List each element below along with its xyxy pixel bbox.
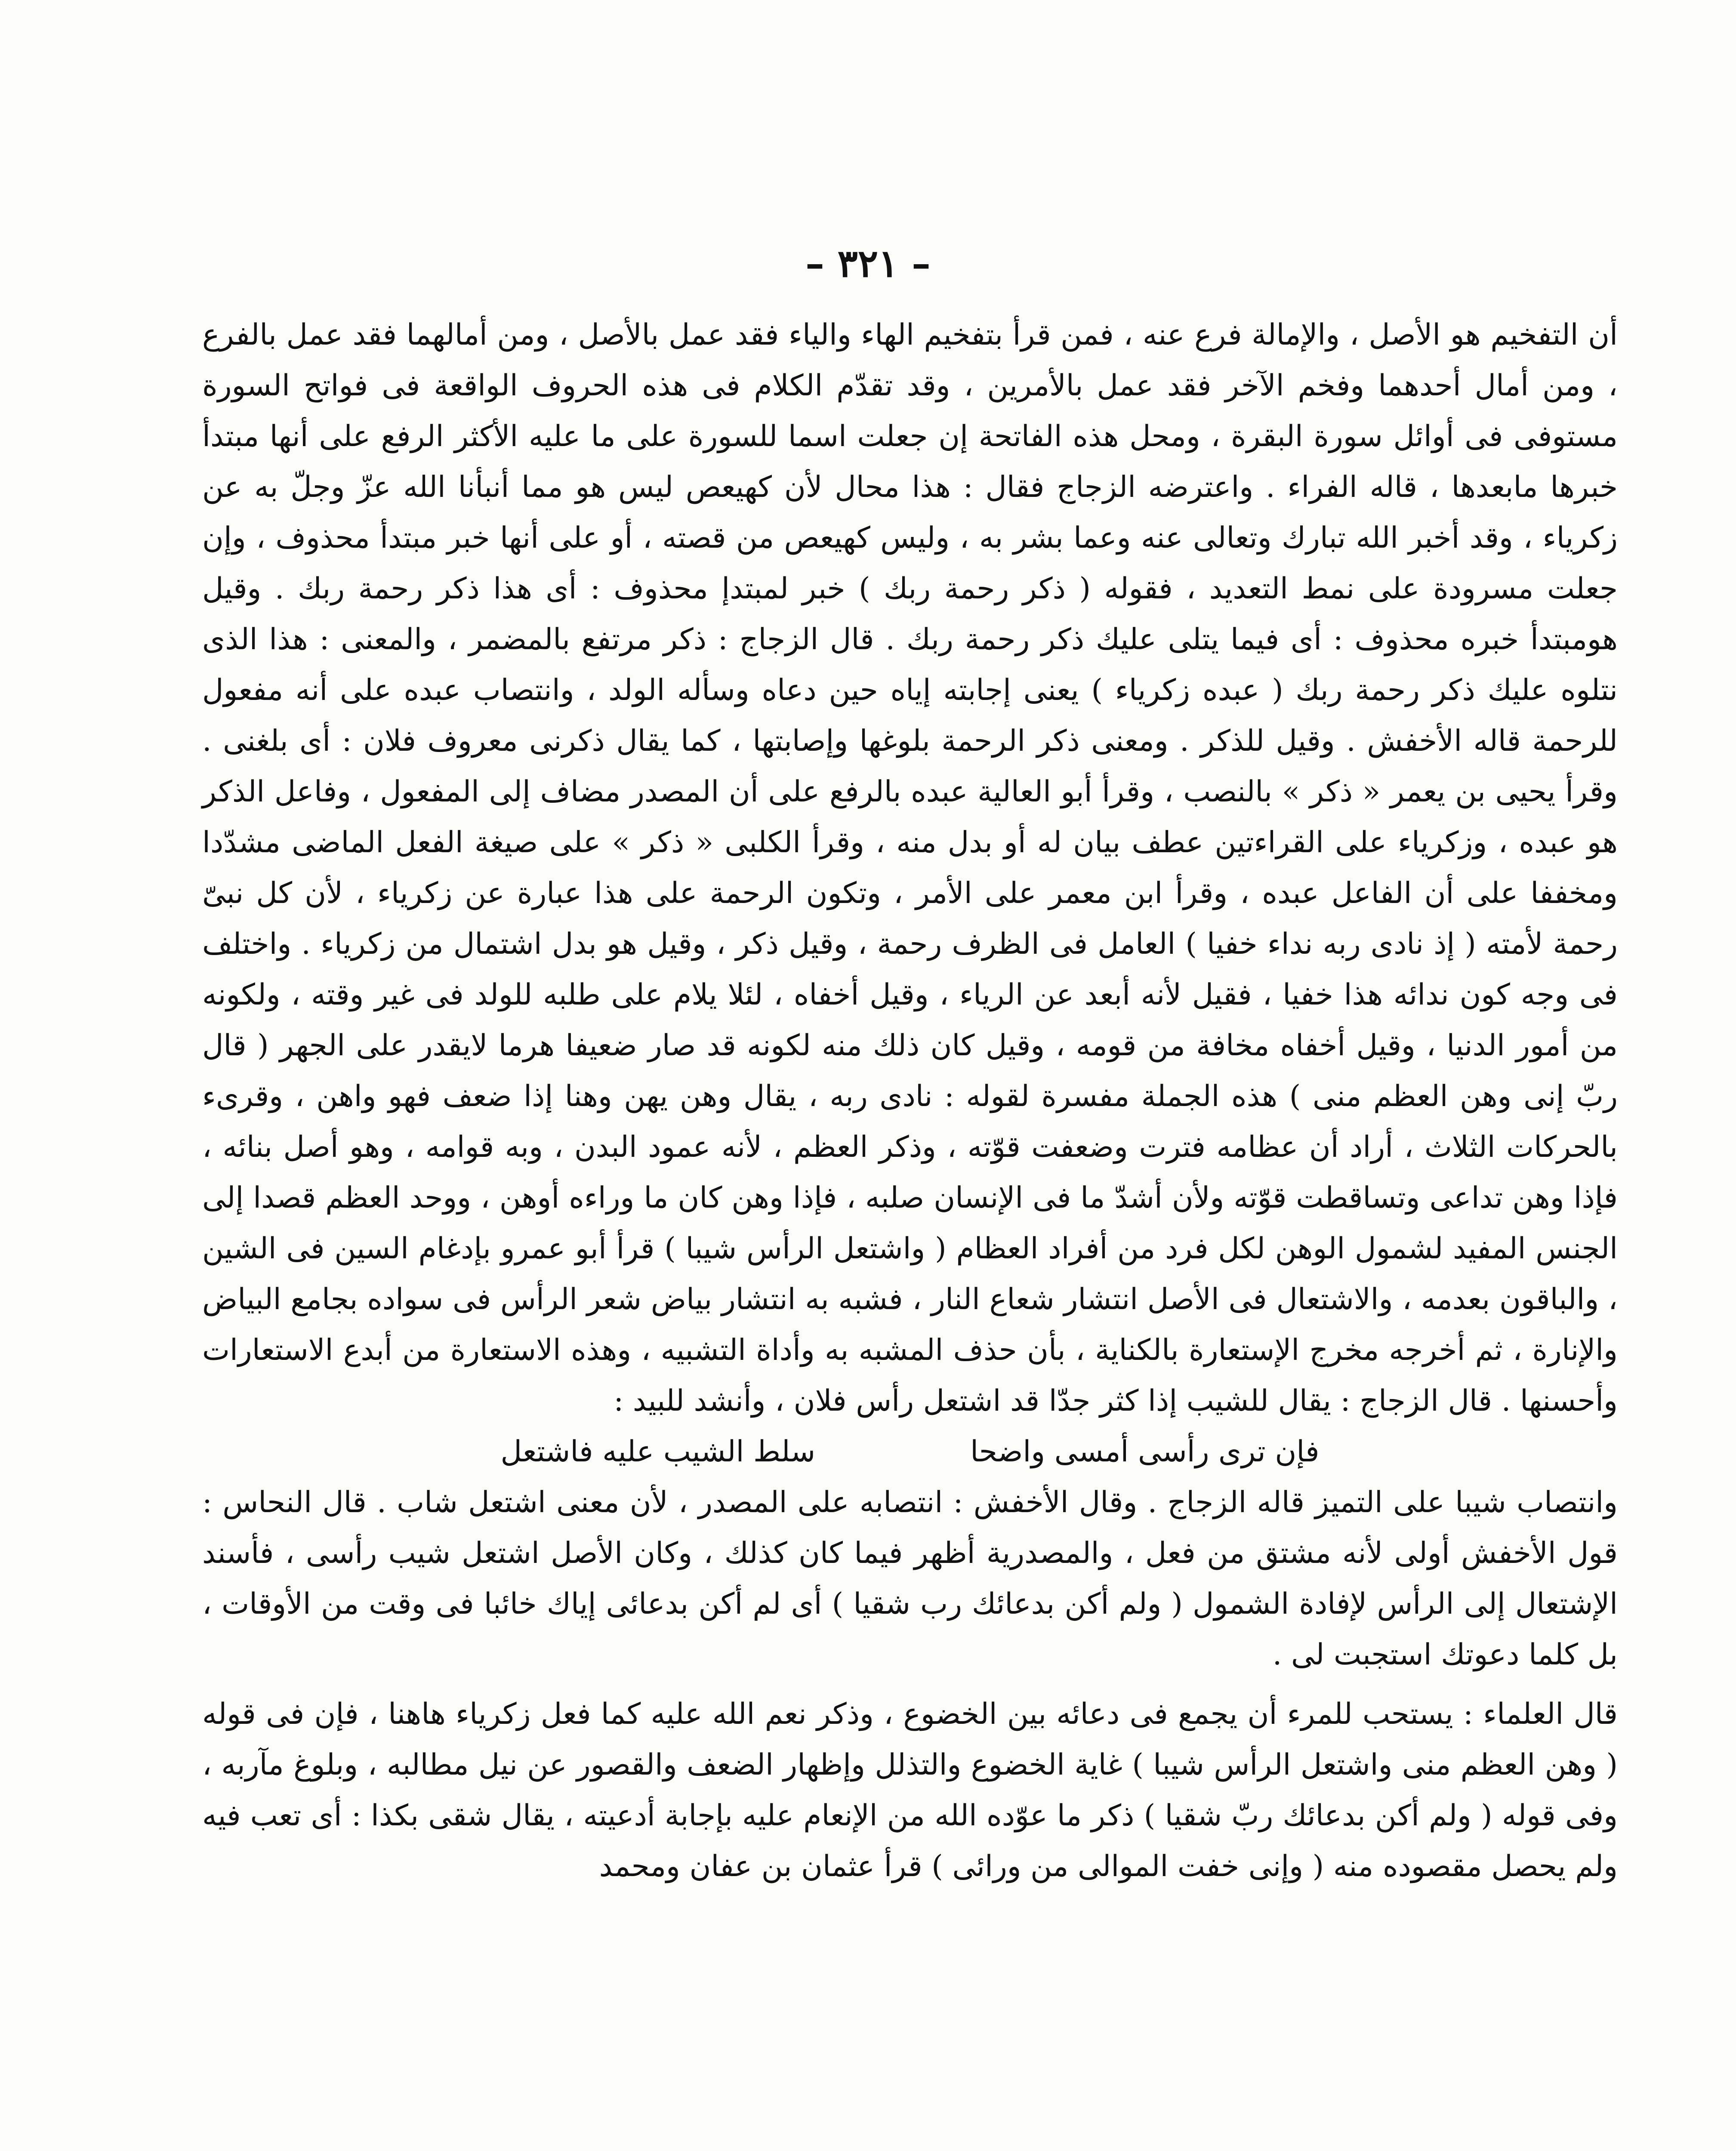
body-text	[202, 310, 1618, 1892]
verse-second-hemistich: سلط الشيب عليه فاشتعل	[500, 1435, 816, 1469]
poetry-verse	[202, 1427, 1618, 1477]
paragraph-main: أن التفخيم هو الأصل ، والإمالة فرع عنه ، فمن قرأ بتفخيم الهاء والياء فقد عمل بالأصل ، ومن أمالهما فقد عمل بالفرع ، ومن أمال أحدهما وفخم الآخر فقد عمل بالأمرين ، وقد تقدّم الكلام فى هذه الحروف الواقعة فى فواتح السورة مستوفى فى أوائل سورة البقرة ، ومحل هذه الفاتحة إن جعلت اسما للسورة على ما عليه الأكثر الرفع على أنها مبتدأ خبرها مابعدها ، قاله الفراء . واعترضه الزجاج فقال : هذا محال لأن كهيعص ليس هو مما أنبأنا الله عزّ وجلّ به عن زكرياء ، وقد أخبر الله تبارك وتعالى عنه وعما بشر به ، وليس كهيعص من قصته ، أو على أنها خبر مبتدأ محذوف ، وإن جعلت مسرودة على نمط التعديد ، فقوله ( ذكر رحمة ربك ) خبر لمبتدإ محذوف : أى هذا ذكر رحمة ربك . وقيل هومبتدأ خبره محذوف : أى فيما يتلى عليك ذكر رحمة ربك . قال الزجاج : ذكر مرتفع بالمضمر ، والمعنى : هذا الذى نتلوه عليك ذكر رحمة ربك ( عبده زكرياء ) يعنى إجابته إياه حين دعاه وسأله الولد ، وانتصاب عبده على أنه مفعول للرحمة قاله الأخفش . وقيل للذكر . ومعنى ذكر الرحمة بلوغها وإصابتها ، كما يقال ذكرنى معروف فلان : أى بلغنى . وقرأ يحيى بن يعمر « ذكر » بالنصب ، وقرأ أبو العالية عبده بالرفع على أن المصدر مضاف إلى المفعول ، وفاعل الذكر هو عبده ، وزكرياء على القراءتين عطف بيان له أو بدل منه ، وقرأ الكلبى « ذكر » على صيغة الفعل الماضى مشدّدا ومخففا على أن الفاعل عبده ، وقرأ ابن معمر على الأمر ، وتكون الرحمة على هذا عبارة عن زكرياء ، لأن كل نبىّ رحمة لأمته ( إذ نادى ربه نداء خفيا ) العامل فى الظرف رحمة ، وقيل ذكر ، وقيل هو بدل اشتمال من زكرياء . واختلف فى وجه كون ندائه هذا خفيا ، فقيل لأنه أبعد عن الرياء ، وقيل أخفاه ، لئلا يلام على طلبه للولد فى غير وقته ، ولكونه من أمور الدنيا ، وقيل أخفاه مخافة من قومه ، وقيل كان ذلك منه لكونه قد صار ضعيفا هرما لايقدر على الجهر ( قال ربّ إنى وهن العظم منى ) هذه الجملة مفسرة لقوله : نادى ربه ، يقال وهن يهن وهنا إذا ضعف فهو واهن ، وقرىء بالحركات الثلاث ، أراد أن عظامه فترت وضعفت قوّته ، وذكر العظم ، لأنه عمود البدن ، وبه قوامه ، وهو أصل بنائه ، فإذا وهن تداعى وتساقطت قوّته ولأن أشدّ ما فى الإنسان صلبه ، فإذا وهن كان ما وراءه أوهن ، ووحد العظم قصدا إلى الجنس المفيد لشمول الوهن لكل فرد من أفراد العظام ( واشتعل الرأس شيبا ) قرأ أبو عمرو بإدغام السين فى الشين ، والباقون بعدمه ، والاشتعال فى الأصل انتشار شعاع النار ، فشبه به انتشار بياض شعر الرأس فى سواده بجامع البياض والإنارة ، ثم أخرجه مخرج الإستعارة بالكناية ، بأن حذف المشبه به وأداة التشبيه ، وهذه الاستعارة من أبدع الاستعارات وأحسنها . قال الزجاج : يقال للشيب إذا كثر جدّا قد اشتعل رأس فلان ، وأنشد للبيد :	[202, 318, 1618, 1418]
page-number: – ٣٢١ –	[805, 241, 931, 286]
paragraph-after-verse: وانتصاب شيبا على التميز قاله الزجاج . وقال الأخفش : انتصابه على المصدر ، لأن معنى اشتعل شاب . قال النحاس : قول الأخفش أولى لأنه مشتق من فعل ، والمصدرية أظهر فيما كان كذلك ، وكان الأصل اشتعل شيب رأسى ، فأسند الإشتعال إلى الرأس لإفادة الشمول ( ولم أكن بدعائك رب شقيا ) أى لم أكن بدعائى إياك خائبا فى وقت من الأوقات ، بل كلما دعوتك استجبت لى .	[202, 1485, 1618, 1672]
paragraph-ulama: قال العلماء : يستحب للمرء أن يجمع فى دعائه بين الخضوع ، وذكر نعم الله عليه كما فعل زكرياء هاهنا ، فإن فى قوله ( وهن العظم منى واشتعل الرأس شيبا ) غاية الخضوع والتذلل وإظهار الضعف والقصور عن نيل مطالبه ، وبلوغ مآربه ، وفى قوله ( ولم أكن بدعائك ربّ شقيا ) ذكر ما عوّده الله من الإنعام عليه بإجابة أدعيته ، يقال شقى بكذا : أى تعب فيه ولم يحصل مقصوده منه ( وإنى خفت الموالى من ورائى ) قرأ عثمان بن عفان ومحمد	[202, 1697, 1618, 1883]
verse-first-hemistich: فإن ترى رأسى أمسى واضحا	[970, 1435, 1320, 1469]
